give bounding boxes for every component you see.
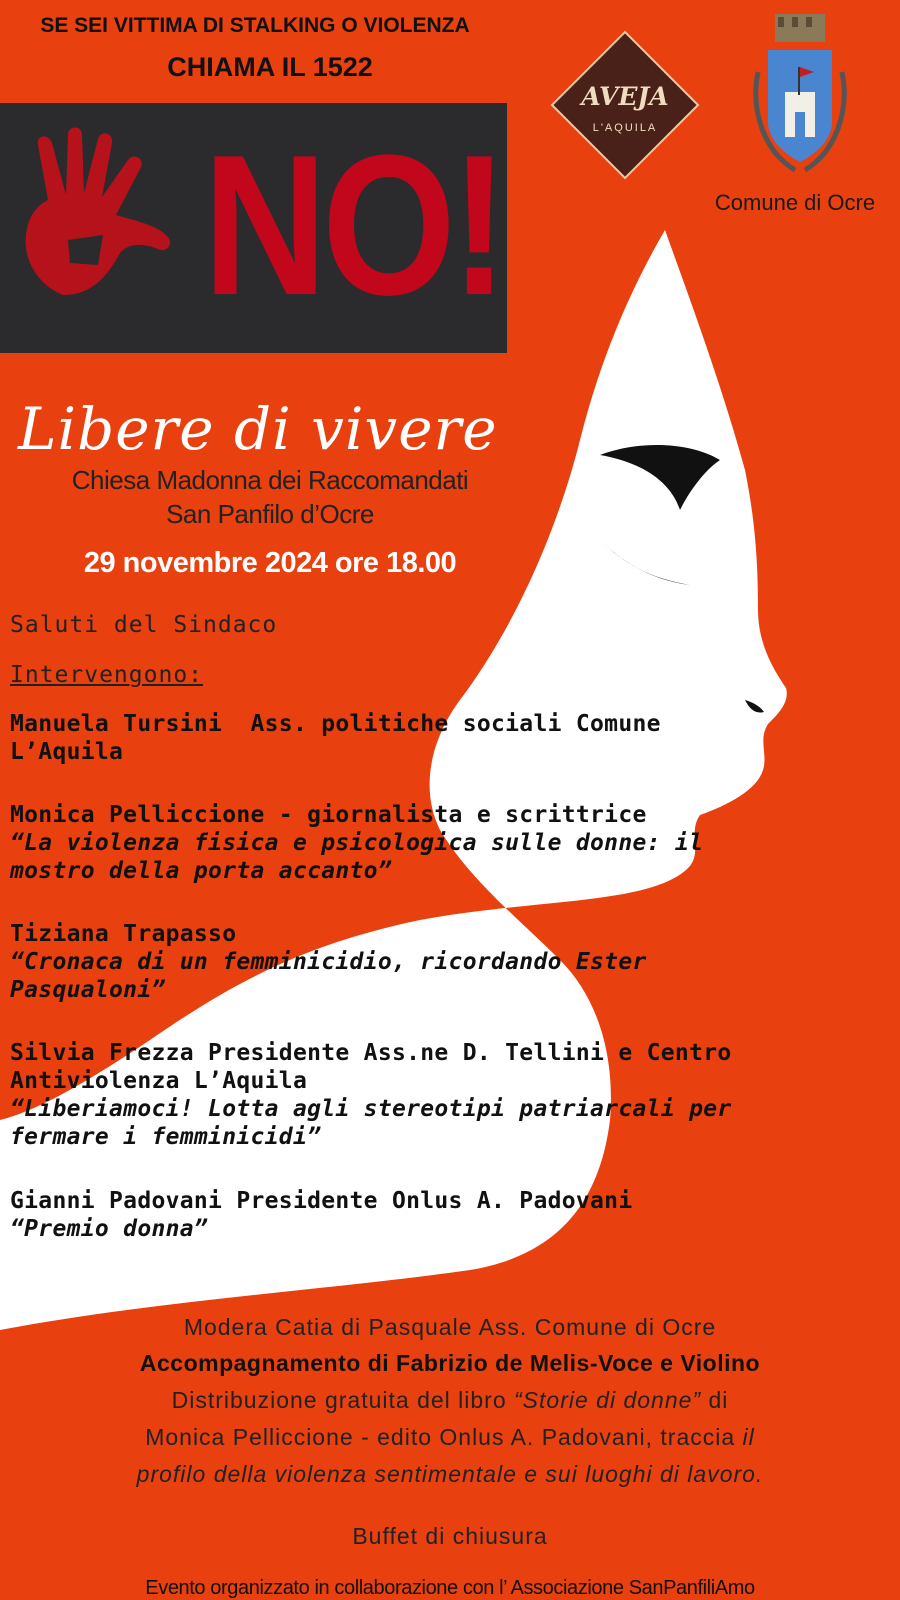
speaker-name: Monica Pelliccione - giornalista e scrittrice [10,802,647,828]
no-text: NO! [203,114,503,337]
speaker-entry [10,920,890,1004]
book-line1 [0,1387,900,1414]
book-text-italic: il [742,1424,755,1450]
book-text-c: Monica Pelliccione - edito Onlus A. Padovani, traccia [145,1424,743,1450]
moderator-line: Modera Catia di Pasquale Ass. Comune di Ocre [183,1314,717,1340]
talk-title: “Liberiamoci! Lotta agli stereotipi patriarcali per fermare i femminicidi” [10,1096,732,1150]
speaker-entry [10,1039,890,1151]
buffet-line: Buffet di chiusura [352,1523,548,1549]
speaker-entry [10,801,890,885]
talk-title: “Cronaca di un femminicidio, ricordando Ester Pasqualoni” [10,949,647,1003]
event-datetime: 29 novembre 2024 ore 18.00 [83,547,457,579]
speakers-heading: Intervengono: [10,662,204,688]
speaker-name: Silvia Frezza Presidente Ass.ne D. Tellini e Centro Antiviolenza L’Aquila [10,1040,732,1094]
speaker-name: Tiziana Trapasso [10,921,237,947]
comune-crest-icon [740,12,860,182]
speaker-name: Gianni Padovani Presidente Onlus A. Padovani [10,1188,633,1214]
aveja-logo-sub: L'AQUILA [592,122,658,134]
book-text-b: di [701,1387,729,1413]
aveja-logo-name: AVEJA [581,82,669,111]
talk-title: “La violenza fisica e psicologica sulle donne: il mostro della porta accanto” [10,830,704,884]
venue-line1: Chiesa Madonna dei Raccomandati [71,465,469,495]
music-line: Accompagnamento di Fabrizio de Melis-Voce e Violino [139,1350,761,1376]
venue-line2: San Panfilo d’Ocre [166,499,374,529]
book-line2 [0,1424,900,1451]
comune-label: Comune di Ocre [714,190,876,215]
red-handprint-icon [8,125,183,305]
book-line3: profilo della violenza sentimentale e sui luoghi di lavoro. [136,1461,764,1487]
talk-title: “Premio donna” [10,1216,209,1242]
hotline-line1: SE SEI VITTIMA DI STALKING O VIOLENZA [40,14,470,37]
opening-remarks: Saluti del Sindaco [10,612,278,638]
organizer-line: Evento organizzato in collaborazione con l’ Associazione SanPanfiliAmo [145,1577,755,1599]
book-text-a: Distribuzione gratuita del libro [171,1387,515,1413]
event-title: Libere di vivere [18,395,498,463]
speaker-name: Manuela Tursini Ass. politiche sociali Comune L’Aquila [10,711,661,765]
speaker-entry [10,710,890,766]
book-title: “Storie di donne” [514,1387,702,1413]
hotline-line2: CHIAMA IL 1522 [167,52,373,82]
speaker-entry [10,1187,890,1243]
